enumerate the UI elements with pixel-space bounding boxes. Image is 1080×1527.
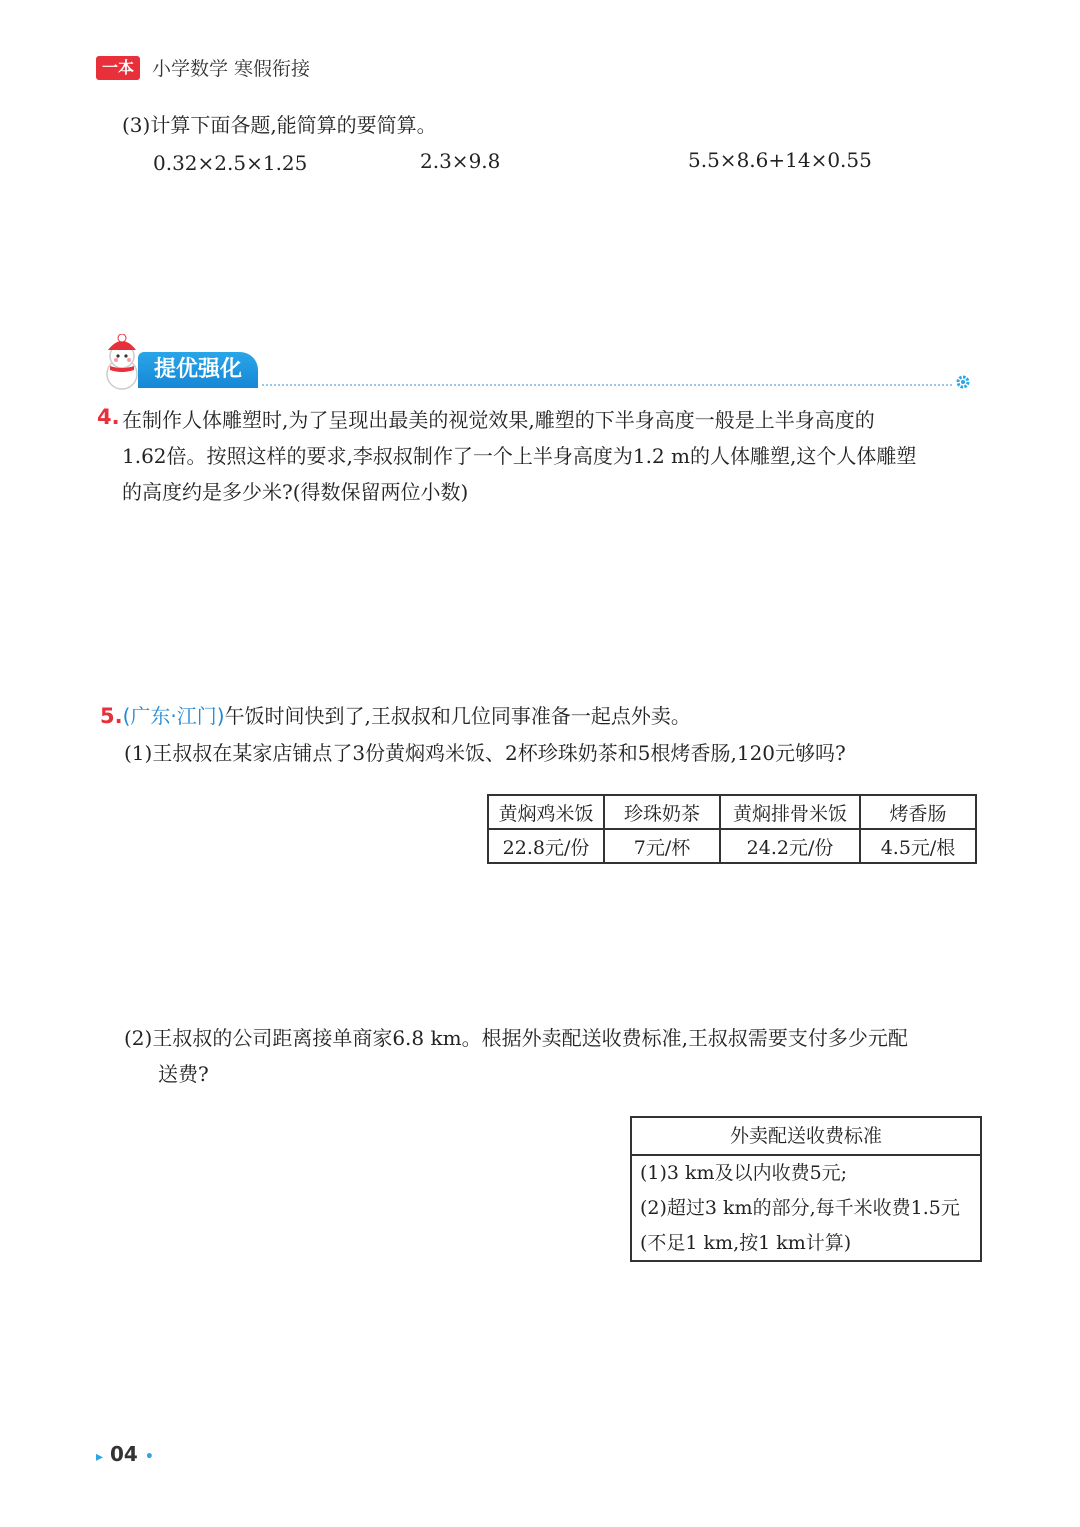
expression-3: 5.5×8.6+14×0.55 xyxy=(688,148,872,172)
page-dot-left-icon: ▸ xyxy=(96,1449,104,1465)
question-5-heading xyxy=(100,698,691,734)
question-5-number: 5. xyxy=(100,704,123,728)
fee-rule-2: (2)超过3 km的部分,每千米收费1.5元 xyxy=(640,1197,960,1219)
question-5-part-1: (1)王叔叔在某家店铺点了3份黄焖鸡米饭、2杯珍珠奶茶和5根烤香肠,120元够吗? xyxy=(124,741,846,765)
price-table xyxy=(487,794,977,864)
fee-rule-1: (1)3 km及以内收费5元; xyxy=(640,1162,848,1184)
fee-rule-3: (不足1 km,按1 km计算) xyxy=(640,1232,852,1254)
question-4-line-2: 1.62倍。按照这样的要求,李叔叔制作了一个上半身高度为1.2 m的人体雕塑,这个人体雕塑 xyxy=(122,444,917,468)
price-header-4: 烤香肠 xyxy=(860,795,976,829)
page-number-text: 04 xyxy=(110,1442,138,1466)
delivery-fee-box xyxy=(630,1116,982,1262)
page-number xyxy=(96,1442,154,1466)
header-title: 小学数学 寒假衔接 xyxy=(152,58,311,80)
question-5-source: (广东·江门) xyxy=(122,704,225,728)
price-value-1: 22.8元/份 xyxy=(488,829,604,863)
page-dot-right-icon: • xyxy=(144,1449,154,1465)
section-divider xyxy=(262,384,952,386)
price-table-header-row xyxy=(488,795,976,829)
gear-icon xyxy=(955,374,971,390)
expression-2: 2.3×9.8 xyxy=(420,149,501,173)
price-header-3: 黄焖排骨米饭 xyxy=(720,795,860,829)
fee-box-title: 外卖配送收费标准 xyxy=(632,1118,980,1156)
price-header-1: 黄焖鸡米饭 xyxy=(488,795,604,829)
price-value-3: 24.2元/份 xyxy=(720,829,860,863)
price-header-2: 珍珠奶茶 xyxy=(604,795,720,829)
question-5-part-2-line-1: (2)王叔叔的公司距离接单商家6.8 km。根据外卖配送收费标准,王叔叔需要支付多少元配 xyxy=(124,1026,908,1050)
price-table-value-row xyxy=(488,829,976,863)
question-4-line-3: 的高度约是多少米?(得数保留两位小数) xyxy=(122,480,469,504)
question-5-part-2-line-2: 送费? xyxy=(158,1062,209,1086)
question-4-number: 4. xyxy=(97,405,120,429)
question-5-intro: 午饭时间快到了,王叔叔和几位同事准备一起点外卖。 xyxy=(224,704,691,728)
price-value-2: 7元/杯 xyxy=(604,829,720,863)
part3-instruction: (3)计算下面各题,能简算的要简算。 xyxy=(122,113,437,137)
price-value-4: 4.5元/根 xyxy=(860,829,976,863)
section-banner: 提优强化 xyxy=(138,352,258,388)
expression-1: 0.32×2.5×1.25 xyxy=(153,151,308,175)
question-4-line-1: 在制作人体雕塑时,为了呈现出最美的视觉效果,雕塑的下半身高度一般是上半身高度的 xyxy=(122,408,875,432)
brand-logo: 一本 xyxy=(96,56,140,80)
